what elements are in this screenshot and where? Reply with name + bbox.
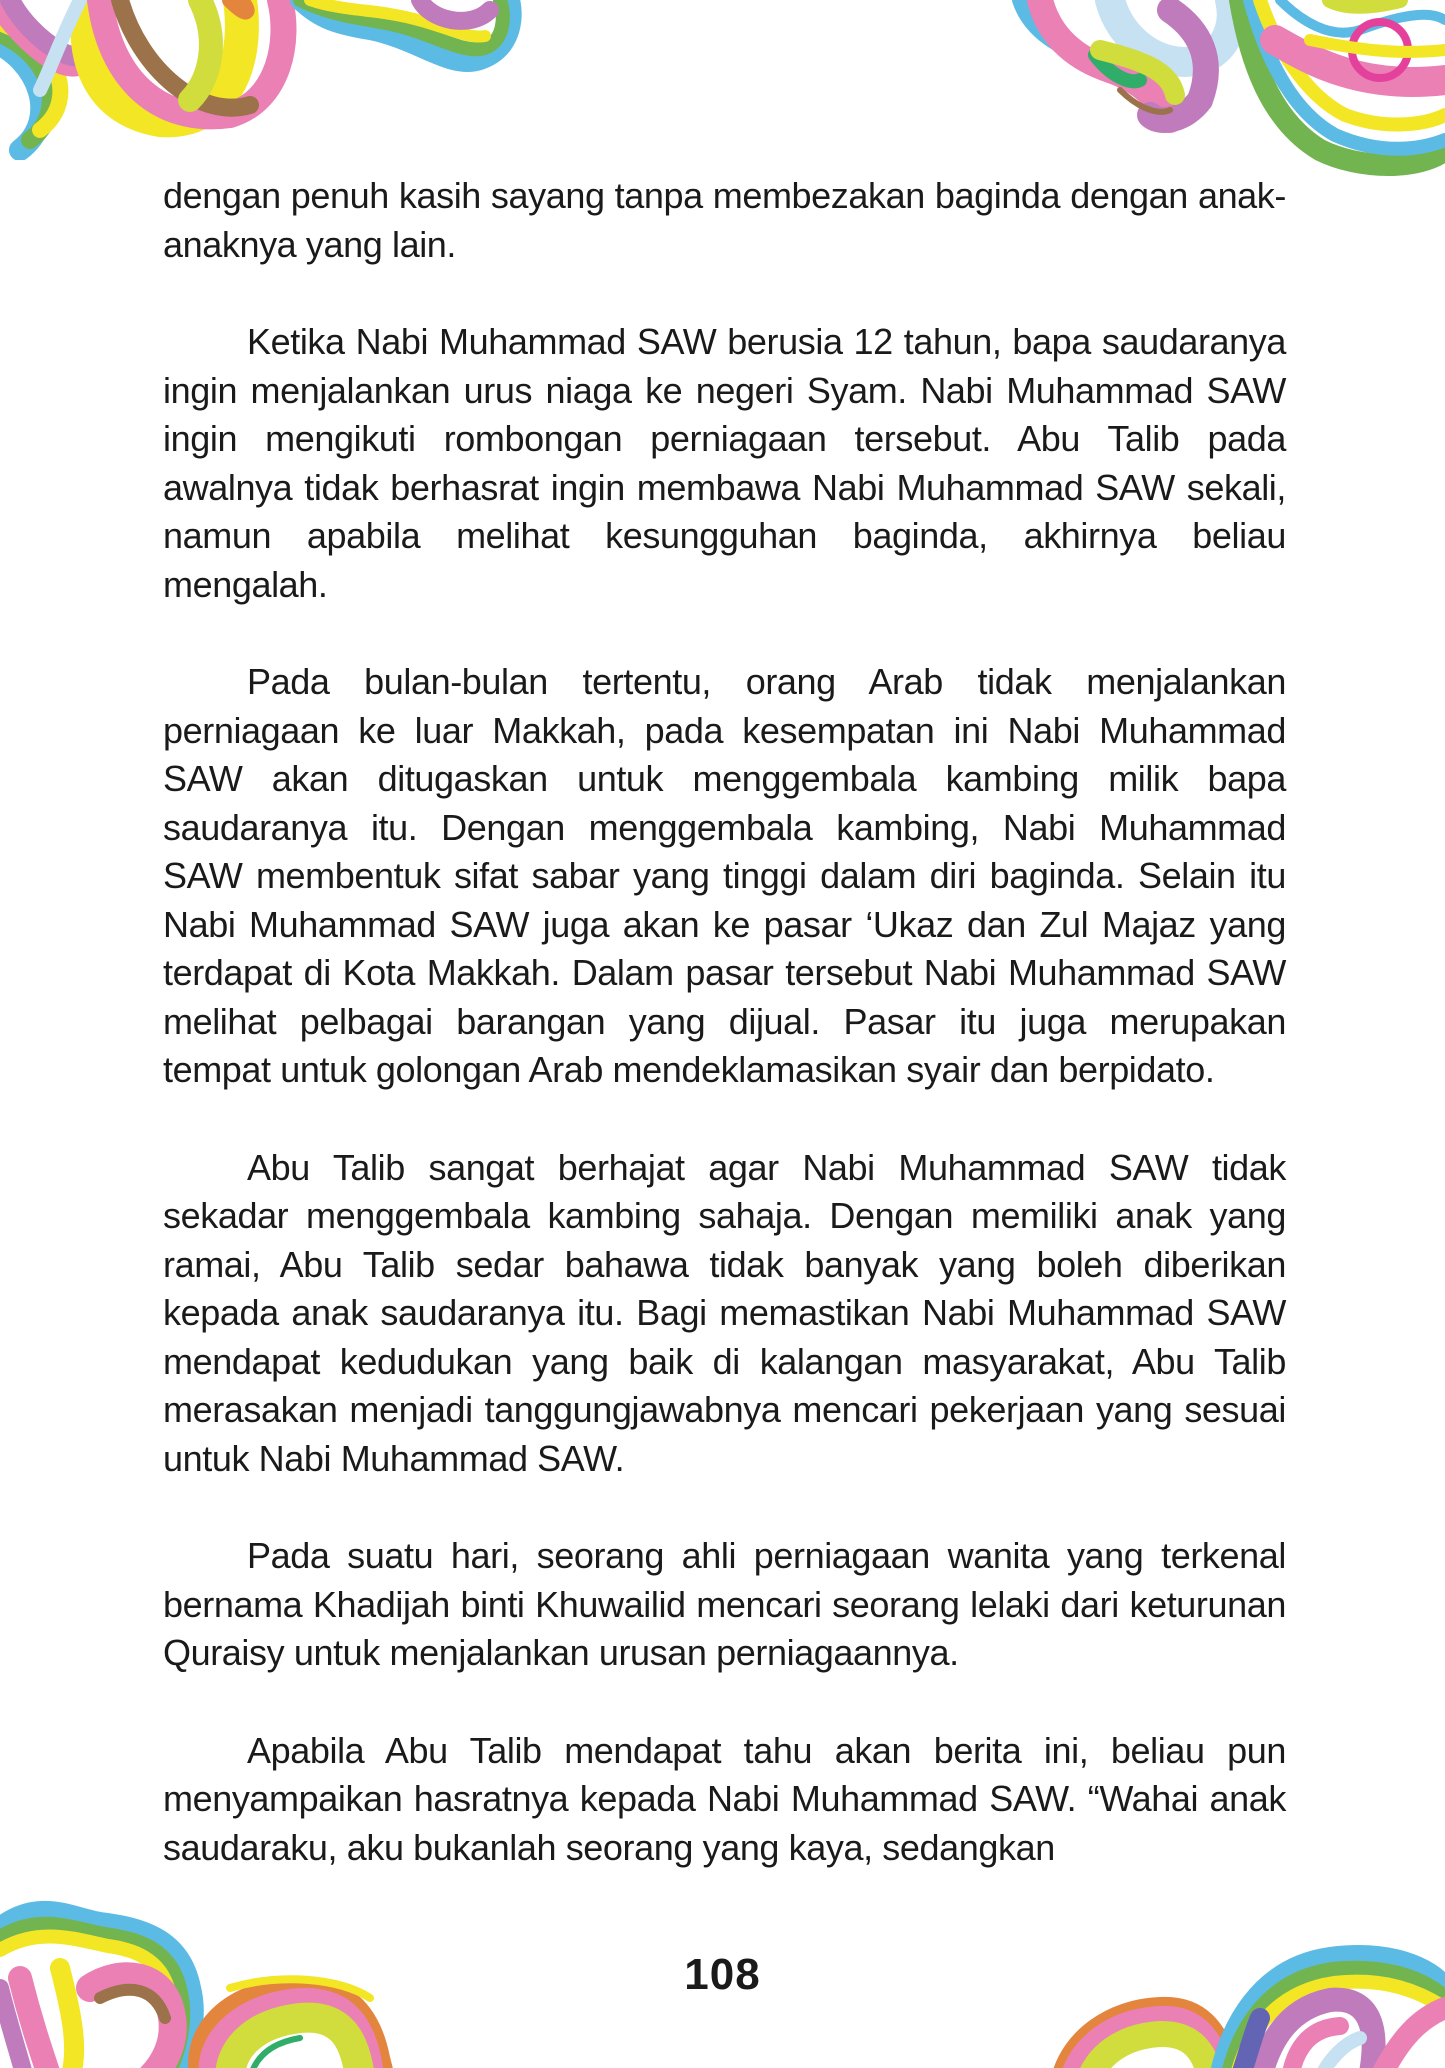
page-number: 108 xyxy=(684,1950,761,1999)
ribbon-swirl-top-left-decoration xyxy=(0,0,560,160)
paragraph: Abu Talib sangat berhajat agar Nabi Muhammad SAW tidak sekadar menggembala kambing sahaja. Dengan memiliki anak yang ramai, Abu Talib sedar bahawa tidak banyak yang boleh diberikan kepada anak saudaranya itu. Bagi memastikan Nabi Muhammad SAW mendapat kedudukan yang baik di kalangan masyarakat, Abu Talib merasakan menjadi tanggungjawabnya mencari pekerjaan yang sesuai untuk Nabi Muhammad SAW. xyxy=(163,1146,1286,1479)
paragraph: Ketika Nabi Muhammad SAW berusia 12 tahun, bapa saudaranya ingin menjalankan urus niaga ke negeri Syam. Nabi Muhammad SAW ingin mengikuti rombongan perniagaan tersebut. Abu Talib pada awalnya tidak berhasrat ingin membawa Nabi Muhammad SAW sekali, namun apabila melihat kesungguhan baginda, akhirnya beliau mengalah. xyxy=(163,321,1286,605)
paragraph: Pada suatu hari, seorang ahli perniagaan wanita yang terkenal bernama Khadijah binti Khuwailid mencari seorang lelaki dari keturunan Quraisy untuk menjalankan urusan perniagaannya. xyxy=(163,1535,1286,1673)
ribbon-swirl-top-right-decoration xyxy=(1000,0,1445,185)
paragraph: Apabila Abu Talib mendapat tahu akan berita ini, beliau pun menyampaikan hasratnya kepada Nabi Muhammad SAW. “Wahai anak saudaraku, aku bukanlah seorang yang kaya, sedangkan xyxy=(163,1729,1286,1868)
body-text xyxy=(163,172,1286,1872)
paragraph: dengan penuh kasih sayang tanpa membezakan baginda dengan anak-anaknya yang lain. xyxy=(163,175,1286,265)
paragraph: Pada bulan-bulan tertentu, orang Arab tidak menjalankan perniagaan ke luar Makkah, pada kesempatan ini Nabi Muhammad SAW akan ditugaskan untuk menggembala kambing milik bapa saudaranya itu. Dengan menggembala kambing, Nabi Muhammad SAW membentuk sifat sabar yang tinggi dalam diri baginda. Selain itu Nabi Muhammad SAW juga akan ke pasar ‘Ukaz dan Zul Majaz yang terdapat di Kota Makkah. Dalam pasar tersebut Nabi Muhammad SAW melihat pelbagai barangan yang dijual. Pasar itu juga merupakan tempat untuk golongan Arab mendeklamasikan syair dan berpidato. xyxy=(163,661,1286,1090)
